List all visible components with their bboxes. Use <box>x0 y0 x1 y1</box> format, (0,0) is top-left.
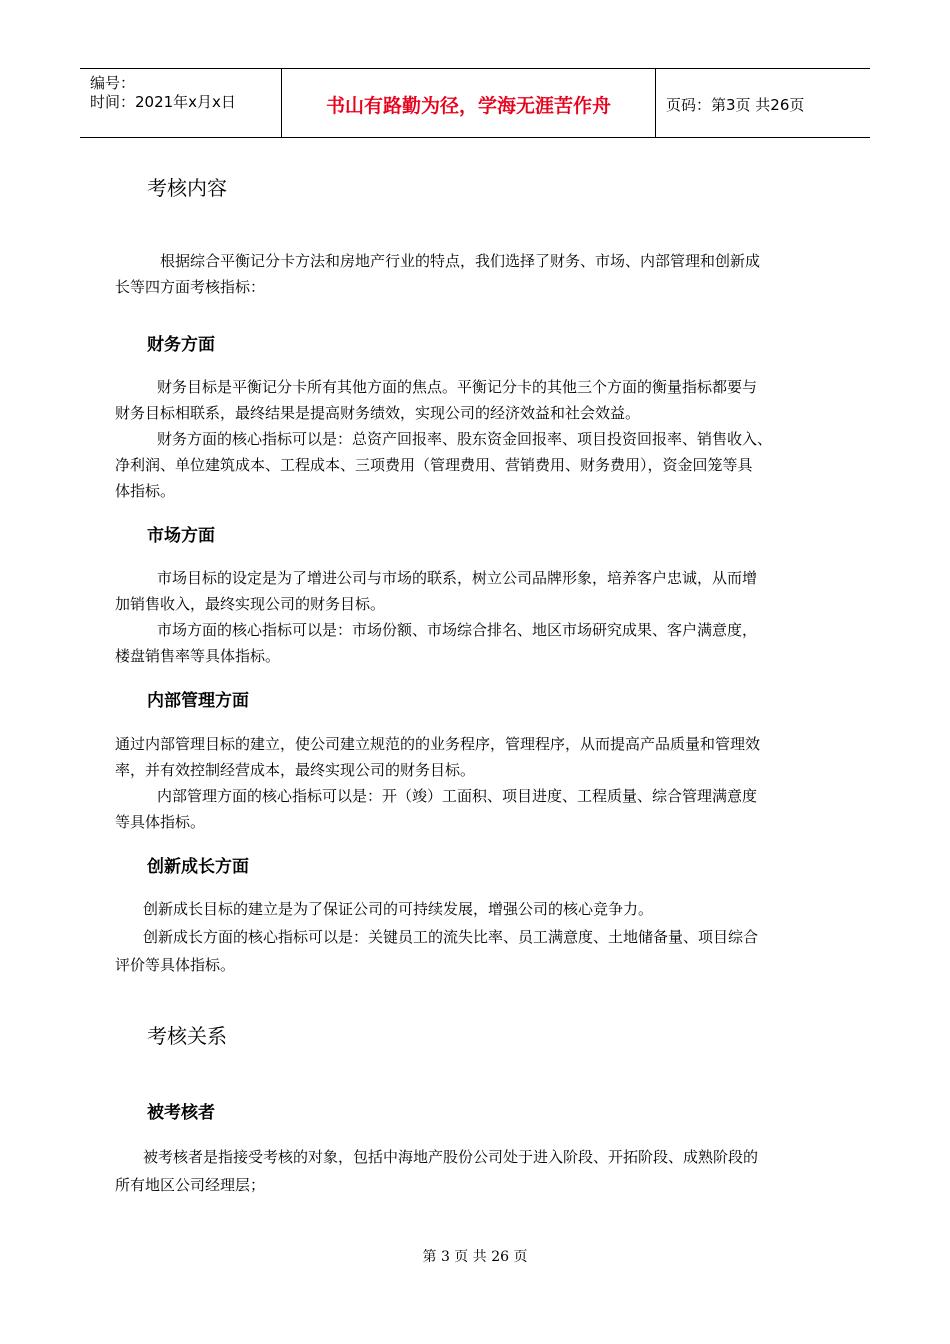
text-line: 通过内部管理目标的建立，使公司建立规范的的业务程序，管理程序，从而提高产品质量和管理效 <box>115 735 761 753</box>
finance-paragraph <box>115 374 850 504</box>
text-line: 根据综合平衡记分卡方法和房地产行业的特点，我们选择了财务、市场、内部管理和创新成 <box>160 252 761 270</box>
heading-assessee: 被考核者 <box>147 1103 215 1123</box>
text-line: 长等四方面考核指标： <box>115 278 266 296</box>
text-line: 净利润、单位建筑成本、工程成本、三项费用（管理费用、营销费用、财务费用），资金回笼等具 <box>115 456 753 474</box>
motto: 书山有路勤为径，学海无涯苦作舟 <box>325 95 611 117</box>
text-line: 楼盘销售率等具体指标。 <box>115 647 281 665</box>
header-meta-cell <box>80 69 282 137</box>
text-line: 评价等具体指标。 <box>115 956 236 974</box>
assessee-paragraph <box>115 1142 850 1198</box>
text-line: 市场方面的核心指标可以是：市场份额、市场综合排名、地区市场研究成果、客户满意度， <box>157 621 758 639</box>
section-title-assessment-content: 考核内容 <box>147 176 227 200</box>
text-line: 创新成长目标的建立是为了保证公司的可持续发展，增强公司的核心竞争力。 <box>143 900 654 918</box>
heading-innovation: 创新成长方面 <box>147 857 249 877</box>
text-line: 财务目标相联系，最终结果是提高财务绩效，实现公司的经济效益和社会效益。 <box>115 404 641 422</box>
page-info: 页码：第3页 共26页 <box>666 96 805 114</box>
text-line: 体指标。 <box>115 482 176 500</box>
intro-paragraph <box>115 248 850 300</box>
text-line: 市场目标的设定是为了增进公司与市场的联系，树立公司品牌形象，培养客户忠诚，从而增 <box>157 569 758 587</box>
text-line: 所有地区公司经理层； <box>115 1176 266 1194</box>
market-paragraph <box>115 565 850 669</box>
heading-finance: 财务方面 <box>147 335 215 355</box>
number-label: 编号： <box>90 74 136 92</box>
text-line: 率，并有效控制经营成本，最终实现公司的财务目标。 <box>115 761 476 779</box>
header-motto-cell <box>282 69 656 137</box>
section-title-assessment-relation: 考核关系 <box>147 1024 227 1048</box>
text-line: 加销售收入，最终实现公司的财务目标。 <box>115 595 386 613</box>
header-page-cell <box>656 69 870 137</box>
time-label: 时间：2021年x月x日 <box>90 93 236 111</box>
text-line: 创新成长方面的核心指标可以是：关键员工的流失比率、员工满意度、土地储备量、项目综合 <box>143 928 759 946</box>
heading-internal-management: 内部管理方面 <box>147 691 249 711</box>
text-line: 被考核者是指接受考核的对象，包括中海地产股份公司处于进入阶段、开拓阶段、成熟阶段的 <box>143 1148 759 1166</box>
text-line: 财务方面的核心指标可以是：总资产回报率、股东资金回报率、项目投资回报率、销售收入、 <box>157 430 773 448</box>
text-line: 内部管理方面的核心指标可以是：开（竣）工面积、项目进度、工程质量、综合管理满意度 <box>157 787 758 805</box>
internal-paragraph <box>115 731 850 835</box>
page-header <box>80 68 870 138</box>
text-line: 等具体指标。 <box>115 813 206 831</box>
heading-market: 市场方面 <box>147 526 215 546</box>
page-footer: 第 3 页 共 26 页 <box>422 1249 528 1265</box>
text-line: 财务目标是平衡记分卡所有其他方面的焦点。平衡记分卡的其他三个方面的衡量指标都要与 <box>157 378 758 396</box>
innovation-paragraph <box>115 896 850 978</box>
